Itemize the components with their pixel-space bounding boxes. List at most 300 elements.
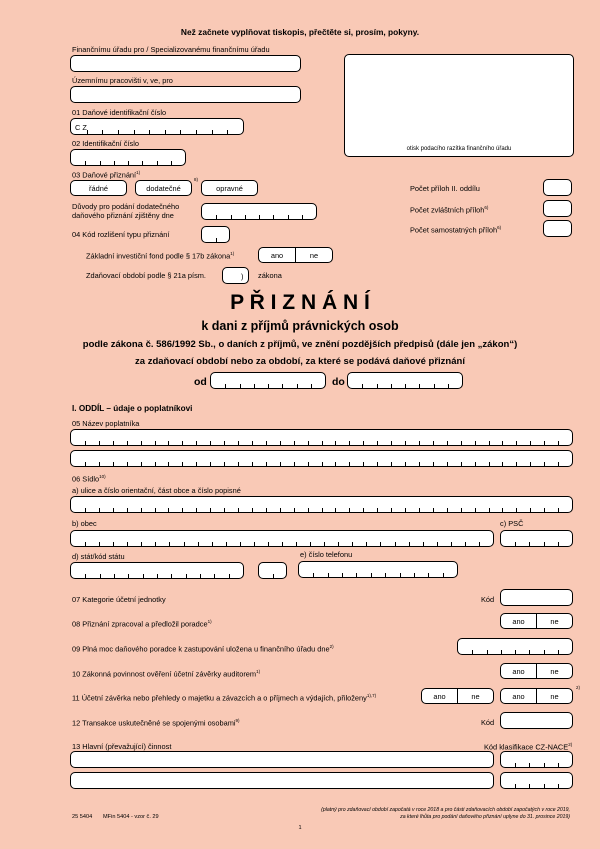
comb-tick [169,542,170,546]
comb-tick [405,384,406,388]
comb-tick [280,462,281,466]
phone-input[interactable] [298,561,458,578]
comb-tick [99,441,100,445]
f11-right-yes-button[interactable]: ano [512,691,525,701]
state-code-input[interactable] [258,562,287,579]
comb-tick [231,215,232,219]
comb-tick [157,574,158,578]
f10-yes-no [500,663,573,679]
comb-tick [224,462,225,466]
comb-tick [171,574,172,578]
comb-tick [516,508,517,512]
comb-tick [502,462,503,466]
f04-comb [202,238,229,242]
comb-tick [558,542,559,546]
comb-tick [322,462,323,466]
comb-tick [342,573,343,577]
comb-tick [184,542,185,546]
comb-tick [113,441,114,445]
comb-tick [461,508,462,512]
comb-tick [335,462,336,466]
comb-tick [294,508,295,512]
comb-tick [134,130,135,134]
comb-tick [127,508,128,512]
f03-label: 03 Daňové přiznání$^{1)}$ [72,170,141,180]
name-input-1[interactable] [70,429,573,446]
period-from-input[interactable] [210,372,326,389]
title-line2: za zdaňovací období nebo za období, za které se podává daňové přiznání [135,356,465,367]
comb-tick [516,441,517,445]
period-to-comb [348,384,462,388]
comb-tick [502,441,503,445]
footer-note-1: (platný pro zdaňovací období započatá v roce 2018 a pro části zdaňovacích období započatých v roce 2019, [321,807,570,813]
comb-tick [409,542,410,546]
comb-tick [127,462,128,466]
footer-note-2: za které lhůta pro podání daňového přiznání uplyne do 31. prosince 2019) [400,814,570,820]
comb-tick [380,542,381,546]
comb-tick [544,763,545,767]
comb-tick [102,130,103,134]
comb-tick [114,574,115,578]
comb-tick [141,462,142,466]
comb-tick [530,441,531,445]
comb-tick [128,161,129,165]
comb-tick [363,462,364,466]
period-to-input[interactable] [347,372,463,389]
comb-tick [85,161,86,165]
comb-tick [377,462,378,466]
f11-yes-no-left [421,688,494,704]
comb-tick [254,542,255,546]
comb-tick [433,462,434,466]
nace-input-2[interactable] [500,772,573,789]
f10-yes-button[interactable]: ano [512,666,525,676]
period-label: Zdaňovací období podle § 21a písm. [86,271,206,280]
comb-tick [296,542,297,546]
comb-tick [99,508,100,512]
comb-tick [280,441,281,445]
comb-tick [419,508,420,512]
comb-tick [196,462,197,466]
street-comb [71,508,572,512]
comb-tick [297,384,298,388]
comb-tick [529,784,530,788]
comb-tick [85,441,86,445]
f10-no-button[interactable]: ne [536,664,572,678]
comb-tick [472,650,473,654]
comb-tick [405,441,406,445]
count-independent-label: Počet samostatných příloh$^{6)}$ [410,225,502,235]
footer-form: MFin 5404 - vzor č. 29 [103,814,159,820]
state-code-comb [259,574,286,578]
f06b-label: b) obec [72,519,97,528]
f06e-label: e) číslo telefonu [300,550,353,559]
activity-input-1[interactable] [70,751,494,768]
comb-tick [100,161,101,165]
f09-date-comb [458,650,572,654]
section1-heading: I. ODDÍL – údaje o poplatníkovi [72,404,193,413]
comb-tick [216,215,217,219]
comb-tick [335,508,336,512]
count-independent-input[interactable] [543,220,572,237]
comb-tick [155,441,156,445]
f10-label: 10 Zákonná povinnost ověření účetní závěrky auditorem$^{1)}$ [72,669,261,679]
comb-tick [266,441,267,445]
f12-label: 12 Transakce uskutečněné se spojenými osobami$^{9)}$ [72,718,240,728]
state-comb [71,574,243,578]
comb-tick [405,508,406,512]
comb-tick [391,462,392,466]
comb-tick [227,130,228,134]
f08-yes-no [500,613,573,629]
comb-tick [433,441,434,445]
comb-tick [419,441,420,445]
category-code-input[interactable] [500,589,573,606]
reasons-date-input[interactable] [201,203,317,220]
comb-tick [155,508,156,512]
comb-tick [487,650,488,654]
comb-tick [479,542,480,546]
nace-input-1[interactable] [500,751,573,768]
comb-tick [216,238,217,242]
comb-tick [143,574,144,578]
comb-tick [475,462,476,466]
comb-tick [558,462,559,466]
comb-tick [182,462,183,466]
comb-tick [85,574,86,578]
comb-tick [423,542,424,546]
nace-label: Kód klasifikace CZ-NACE$^{2)}$ [484,742,573,752]
page-number: 1 [298,825,302,831]
comb-tick [338,542,339,546]
comb-tick [502,508,503,512]
comb-tick [252,441,253,445]
comb-tick [308,462,309,466]
title-line1: podle zákona č. 586/1992 Sb., o daních z příjmů, ve znění pozdějších předpisů (dále jen „zákon“) [82,339,518,350]
footer-code: 25 5404 [72,814,93,820]
comb-tick [313,573,314,577]
name-input-2[interactable] [70,450,573,467]
comb-tick [544,784,545,788]
comb-tick [400,573,401,577]
name-comb-2 [71,462,572,466]
comb-tick [335,441,336,445]
city-input[interactable] [70,530,494,547]
comb-tick [349,508,350,512]
comb-tick [515,542,516,546]
comb-tick [447,508,448,512]
comb-tick [214,574,215,578]
comb-tick [544,441,545,445]
comb-tick [210,462,211,466]
comb-tick [127,441,128,445]
comb-tick [516,462,517,466]
comb-tick [461,441,462,445]
comb-tick [405,462,406,466]
comb-tick [529,542,530,546]
f03-radne-button[interactable]: řádné [70,180,127,196]
state-input[interactable] [70,562,244,579]
f09-label: 09 Plná moc daňového poradce k zastupování uložena u finančního úřadu dne$^{2)}$ [72,644,334,654]
comb-tick [99,542,100,546]
f03-dodatecne-button[interactable]: dodatečné [135,180,192,196]
comb-tick [168,462,169,466]
f08-no-button[interactable]: ne [536,614,572,628]
ic-comb [71,161,185,165]
fund-yes-no [258,247,333,263]
f04-input[interactable] [201,226,230,243]
comb-tick [165,130,166,134]
f07-label: 07 Kategorie účetní jednotky [72,595,166,604]
comb-tick [157,161,158,165]
comb-tick [266,462,267,466]
header-instruction: Než začnete vyplňovat tiskopis, přečtěte si, prosím, pokyny. [180,27,420,37]
comb-tick [212,542,213,546]
comb-tick [288,215,289,219]
comb-tick [447,441,448,445]
comb-tick [99,462,100,466]
comb-tick [558,441,559,445]
comb-tick [225,384,226,388]
f11-right-no-button[interactable]: ne [536,689,572,703]
comb-tick [437,542,438,546]
comb-tick [377,384,378,388]
comb-tick [371,573,372,577]
comb-tick [226,542,227,546]
comb-tick [85,462,86,466]
comb-tick [168,441,169,445]
comb-tick [544,542,545,546]
comb-tick [530,508,531,512]
comb-tick [238,508,239,512]
comb-tick [395,542,396,546]
comb-tick [240,542,241,546]
comb-tick [385,573,386,577]
comb-tick [254,384,255,388]
comb-tick [87,130,88,134]
f11-right-sup: 2) [576,685,581,690]
comb-tick [544,462,545,466]
f08-label: 08 Přiznání zpracoval a předložil poradce$^{1)}$ [72,619,212,629]
comb-tick [100,574,101,578]
comb-tick [142,161,143,165]
fund-label: Základní investiční fond podle § 17b zákona$^{1)}$ [86,251,235,261]
reasons-date-comb [202,215,316,219]
comb-tick [434,384,435,388]
comb-tick [558,784,559,788]
comb-tick [149,130,150,134]
comb-tick [210,441,211,445]
f03-opravne-button[interactable]: opravné [201,180,258,196]
comb-tick [294,441,295,445]
name-comb-1 [71,441,572,445]
comb-tick [428,573,429,577]
comb-tick [280,508,281,512]
comb-tick [168,508,169,512]
comb-tick [544,508,545,512]
period-paren: ) [241,272,244,281]
comb-tick [544,650,545,654]
comb-tick [515,784,516,788]
comb-tick [240,384,241,388]
psc-input[interactable] [500,530,573,547]
f11-left-yes-button[interactable]: ano [433,691,446,701]
fund-yes-button[interactable]: ano [270,250,284,260]
f07-kod-label: Kód [481,595,495,604]
comb-tick [196,508,197,512]
count-section2-label: Počet příloh II. oddílu [410,184,480,193]
comb-tick [155,542,156,546]
comb-tick [461,462,462,466]
city-comb [71,542,493,546]
comb-tick [252,508,253,512]
comb-tick [273,574,274,578]
comb-tick [308,441,309,445]
activity-input-2[interactable] [70,772,494,789]
phone-comb [299,573,457,577]
f11-left-no-button[interactable]: ne [457,689,493,703]
f06a-label: a) ulice a číslo orientační, část obce a číslo popisné [72,486,241,495]
comb-tick [310,542,311,546]
comb-tick [322,508,323,512]
comb-tick [475,441,476,445]
comb-tick [515,763,516,767]
f04-label: 04 Kód rozlišení typu přiznání [72,230,170,239]
street-input[interactable] [70,496,573,513]
comb-tick [196,130,197,134]
comb-tick [182,441,183,445]
comb-tick [294,462,295,466]
title-sub: k dani z příjmů právnických osob [201,319,399,333]
comb-tick [113,462,114,466]
comb-tick [180,130,181,134]
f05-label: 05 Název poplatníka [72,419,140,428]
comb-tick [366,542,367,546]
comb-tick [113,508,114,512]
comb-tick [324,542,325,546]
f12-code-input[interactable] [500,712,573,729]
comb-tick [171,161,172,165]
comb-tick [391,508,392,512]
comb-tick [451,542,452,546]
period-suffix: zákona [258,271,282,280]
comb-tick [311,384,312,388]
nace-comb-2 [501,784,572,788]
comb-tick [349,462,350,466]
comb-tick [475,508,476,512]
comb-tick [128,574,129,578]
comb-tick [362,384,363,388]
comb-tick [210,508,211,512]
f12-kod-label: Kód [481,718,495,727]
f13-label: 13 Hlavní (převažující) činnost [72,742,172,751]
f08-yes-button[interactable]: ano [512,616,525,626]
psc-comb [501,542,572,546]
comb-tick [465,542,466,546]
comb-tick [273,215,274,219]
comb-tick [238,462,239,466]
comb-tick [245,215,246,219]
title-main: P Ř I Z N Á N Í [230,291,370,314]
office-input[interactable] [70,55,301,72]
comb-tick [419,462,420,466]
comb-tick [118,130,119,134]
dic-input[interactable] [70,118,244,135]
comb-tick [322,441,323,445]
comb-tick [238,441,239,445]
comb-tick [268,384,269,388]
comb-tick [489,441,490,445]
comb-tick [85,542,86,546]
nace-comb-1 [501,763,572,767]
count-section2-input[interactable] [543,179,572,196]
comb-tick [489,508,490,512]
comb-tick [141,542,142,546]
comb-tick [443,573,444,577]
comb-tick [489,462,490,466]
comb-tick [198,542,199,546]
comb-tick [529,650,530,654]
period-from-comb [211,384,325,388]
count-special-input[interactable] [543,200,572,217]
comb-tick [141,508,142,512]
ic-input[interactable] [70,149,186,166]
comb-tick [212,130,213,134]
f02-label: 02 Identifikační číslo [72,139,139,148]
reasons-label-1: Důvody pro podání dodatečného [72,202,180,211]
comb-tick [363,441,364,445]
comb-tick [391,384,392,388]
comb-tick [186,574,187,578]
comb-tick [200,574,201,578]
comb-tick [391,441,392,445]
comb-tick [196,441,197,445]
comb-tick [558,650,559,654]
comb-tick [282,542,283,546]
f09-date-input[interactable] [457,638,573,655]
comb-tick [433,508,434,512]
comb-tick [224,441,225,445]
comb-tick [114,161,115,165]
comb-tick [141,441,142,445]
comb-tick [229,574,230,578]
workplace-input[interactable] [70,86,301,103]
comb-tick [182,508,183,512]
comb-tick [266,508,267,512]
period-letter-input[interactable] [222,267,249,284]
f11-label: 11 Účetní závěrka nebo přehledy o majetku a závazcích a o příjmech a výdajích, přiloženy$^{1),7)}$ [72,693,377,703]
comb-tick [377,441,378,445]
comb-tick [328,573,329,577]
comb-tick [377,508,378,512]
count-special-label: Počet zvláštních příloh$^{6)}$ [410,205,489,215]
comb-tick [282,384,283,388]
comb-tick [349,441,350,445]
comb-tick [302,215,303,219]
stamp-box [344,54,574,157]
comb-tick [224,508,225,512]
office-label: Finančnímu úřadu pro / Specializovanému finančnímu úřadu [72,45,270,54]
comb-tick [252,462,253,466]
comb-tick [558,508,559,512]
f06-label: 06 Sídlo$^{10)}$ [72,474,106,484]
stamp-label: otisk podacího razítka finančního úřadu [406,146,512,152]
comb-tick [448,384,449,388]
period-od-label: od [194,376,207,388]
fund-no-button[interactable]: ne [295,248,332,262]
comb-tick [530,462,531,466]
comb-tick [558,763,559,767]
